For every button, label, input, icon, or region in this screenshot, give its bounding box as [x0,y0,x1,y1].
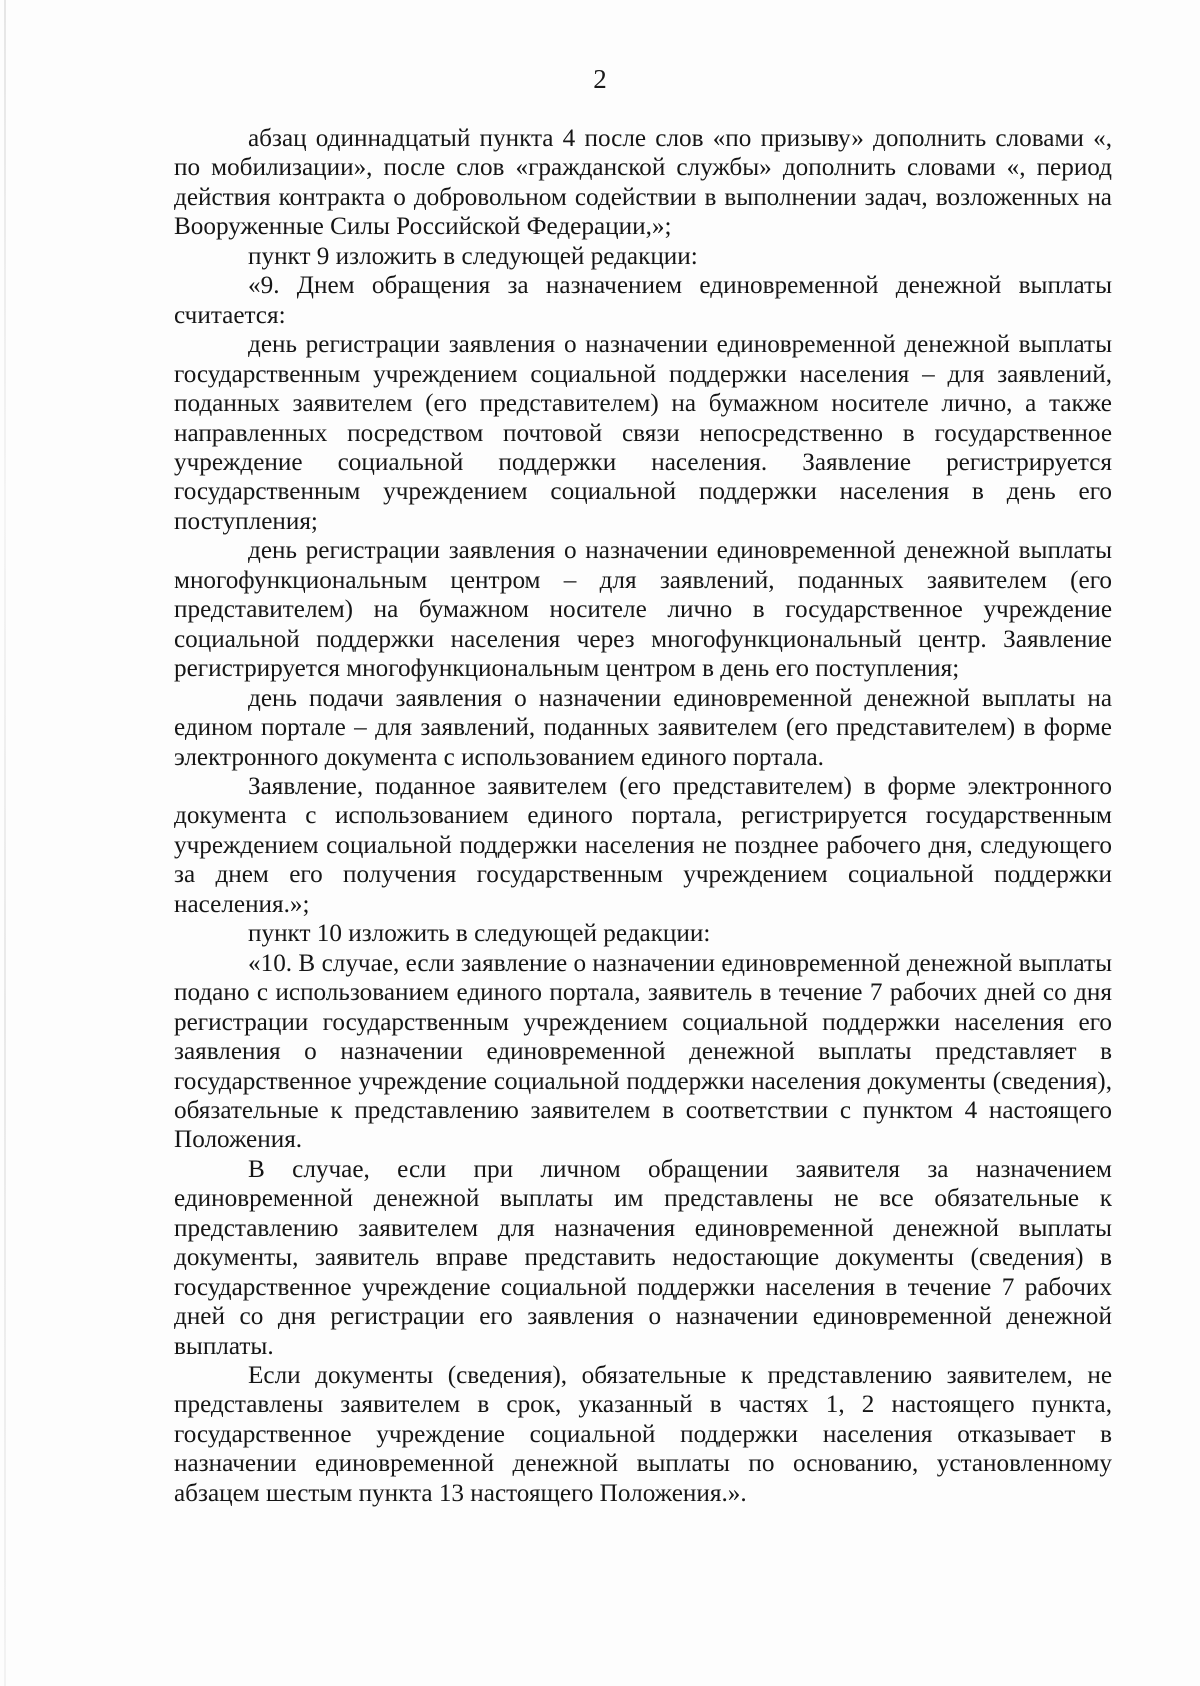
paragraph-4: день регистрации заявления о назначении единовременной денежной выплаты государственным учреждением социальной поддержки населения – для заявлений, поданных заявителем (его представителем) на бумажном носителе лично, а также направленных посредством почтовой связи непосредственно в государственное учреждение социальной поддержки населения. Заявление регистрируется государственным учреждением социальной поддержки населения в день его поступления; [174,331,1112,535]
paragraph-2: пункт 9 изложить в следующей редакции: [248,242,698,270]
document-body [174,124,1112,1508]
paragraph-11: Если документы (сведения), обязательные к представлению заявителем, не представлены заявителем в срок, указанный в частях 1, 2 настоящего пункта, государственное учреждение социальной поддержки населения отказывает в назначении единовременной денежной выплаты по основанию, установленному абзацем шестым пункта 13 настоящего Положения.». [174,1362,1112,1507]
paragraph-7: Заявление, поданное заявителем (его представителем) в форме электронного документа с использованием единого портала, регистрируется государственным учреждением социальной поддержки населения не позднее рабочего дня, следующего за днем его получения государственным учреждением социальной поддержки населения.»; [174,772,1112,918]
paragraph-5: день регистрации заявления о назначении единовременной денежной выплаты многофункциональным центром – для заявлений, поданных заявителем (его представителем) на бумажном носителе лично в государственное учреждение социальной поддержки населения через многофункциональный центр. Заявление регистрируется многофункциональным центром в день его поступления; [174,537,1112,683]
paragraph-10: В случае, если при личном обращении заявителя за назначением единовременной денежной выплаты им представлены не все обязательные к представлению заявителем для назначения единовременной денежной выплаты документы, заявитель вправе представить недостающие документы (сведения) в государственное учреждение социальной поддержки населения в течение 7 рабочих дней со дня регистрации его заявления о назначении единовременной денежной выплаты. [174,1155,1112,1360]
page-number: 2 [593,64,607,94]
scan-edge [4,0,6,1686]
paragraph-6: день подачи заявления о назначении единовременной денежной выплаты на едином портале – для заявлений, поданных заявителем (его представителем) в форме электронного документа с использованием единого портала. [174,684,1112,771]
paragraph-8: пункт 10 изложить в следующей редакции: [248,920,711,948]
paragraph-9: «10. В случае, если заявление о назначении единовременной денежной выплаты подано с использованием единого портала, заявитель в течение 7 рабочих дней со дня регистрации государственным учреждением социальной поддержки населения его заявления о назначении единовременной денежной выплаты представляет в государственное учреждение социальной поддержки населения документы (сведения), обязательные к представлению заявителем в соответствии с пунктом 4 настоящего Положения. [174,949,1112,1154]
paragraph-3: «9. Днем обращения за назначением единовременной денежной выплаты считается: [174,272,1112,329]
paragraph-1: абзац одиннадцатый пункта 4 после слов «по призыву» дополнить словами «, по мобилизации», после слов «гражданской службы» дополнить словами «, период действия контракта о добровольном содействии в выполнении задач, возложенных на Вооруженные Силы Российской Федерации,»; [174,125,1112,241]
